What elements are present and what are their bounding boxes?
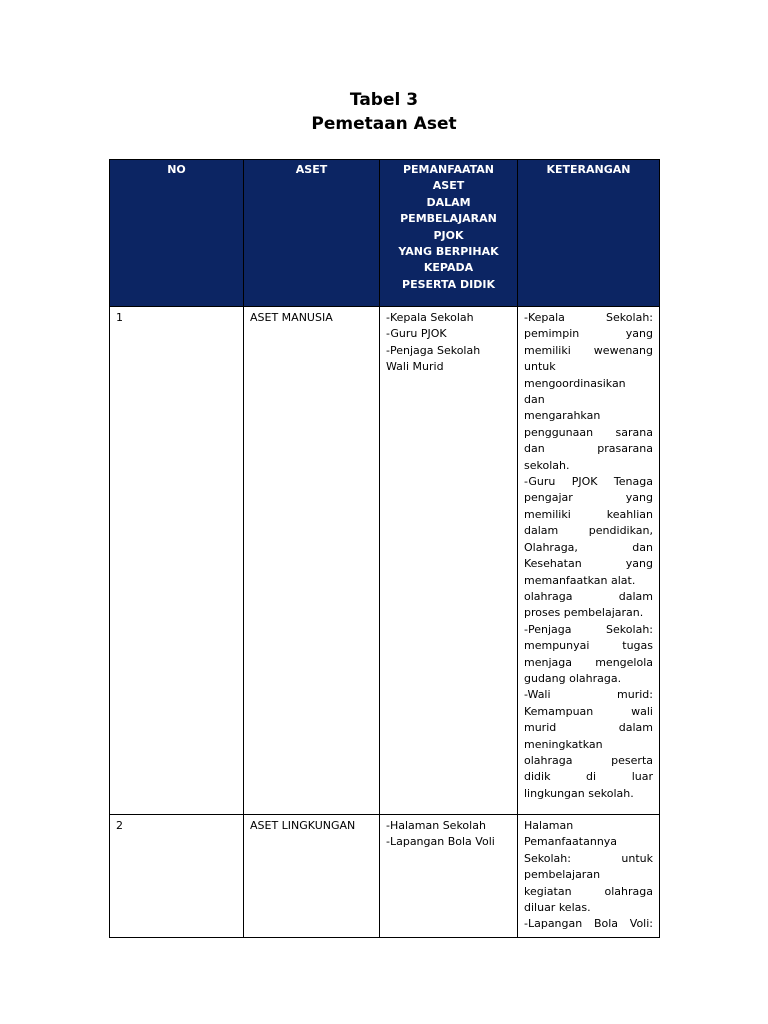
header-pemanfaatan-line: PJOK: [433, 228, 464, 242]
pemanfaatan-line: -Guru PJOK: [386, 327, 447, 341]
keterangan-line: memiliki wewenang: [524, 343, 653, 357]
keterangan-line: Sekolah: untuk: [524, 851, 653, 865]
keterangan-line: Olahraga, dan: [524, 540, 653, 554]
cell-pemanfaatan: [380, 815, 518, 938]
table-header-row: [110, 160, 660, 307]
header-pemanfaatan-line: KEPADA: [423, 261, 474, 275]
keterangan-line: menjaga mengelola: [524, 655, 653, 669]
keterangan-line: dan prasarana: [524, 442, 653, 456]
cell-aset: ASET LINGKUNGAN: [244, 815, 380, 938]
header-pemanfaatan-lines: [384, 162, 513, 293]
table-row: [110, 307, 660, 815]
keterangan-line: olahraga peserta: [524, 753, 653, 767]
cell-aset: ASET MANUSIA: [244, 307, 380, 815]
cell-keterangan: [518, 307, 660, 815]
keterangan-line: Kesehatan yang: [524, 557, 653, 571]
pemanfaatan-line: -Kepala Sekolah: [386, 311, 474, 324]
cell-pemanfaatan: [380, 307, 518, 815]
document-subtitle: Pemetaan Aset: [311, 114, 457, 134]
keterangan-line: memanfaatkan alat.: [524, 573, 636, 587]
pemanfaatan-line: -Halaman Sekolah: [386, 819, 486, 832]
keterangan-line: dalam pendidikan,: [524, 524, 653, 538]
header-pemanfaatan-line: PEMANFAATAN: [402, 163, 495, 176]
keterangan-line: -Penjaga Sekolah:: [524, 622, 653, 636]
header-pemanfaatan-line: YANG BERPIHAK: [398, 245, 499, 259]
keterangan-line: mempunyai tugas: [524, 639, 653, 653]
header-keterangan: KETERANGAN: [518, 160, 660, 307]
keterangan-line: didik di luar: [524, 770, 653, 784]
keterangan-line: proses pembelajaran.: [524, 606, 644, 620]
cell-no: 2: [110, 815, 244, 938]
header-no: NO: [110, 160, 244, 307]
cell-no: 1: [110, 307, 244, 815]
keterangan-line: pembelajaran: [524, 868, 601, 882]
table-row: [110, 815, 660, 938]
keterangan-line: olahraga dalam: [524, 589, 653, 603]
keterangan-line: -Wali murid:: [524, 688, 653, 702]
header-aset: ASET: [244, 160, 380, 307]
keterangan-line: Halaman: [524, 819, 574, 832]
keterangan-line: Pemanfaatannya: [524, 835, 618, 849]
keterangan-line: gudang olahraga.: [524, 671, 622, 685]
keterangan-line: pengajar yang: [524, 491, 653, 505]
cell-keterangan: [518, 815, 660, 938]
keterangan-line: memiliki keahlian: [524, 507, 653, 521]
keterangan-line: lingkungan sekolah.: [524, 786, 634, 800]
keterangan-line: -Lapangan Bola Voli:: [524, 917, 653, 931]
header-pemanfaatan-line: PESERTA DIDIK: [402, 277, 495, 291]
header-pemanfaatan-line: ASET: [432, 179, 465, 193]
header-pemanfaatan-line: DALAM: [426, 195, 471, 209]
keterangan-line: kegiatan olahraga: [524, 884, 653, 898]
document-title: Tabel 3: [349, 90, 419, 110]
header-pemanfaatan: [380, 160, 518, 307]
pemanfaatan-line: -Lapangan Bola Voli: [386, 835, 495, 849]
keterangan-line: mengarahkan: [524, 409, 601, 423]
pemanfaatan-line: Wali Murid: [386, 360, 444, 374]
header-pemanfaatan-line: PEMBELAJARAN: [400, 212, 497, 226]
keterangan-line: untuk: [524, 360, 556, 374]
keterangan-line: Kemampuan wali: [524, 704, 653, 718]
asset-mapping-table: [109, 159, 660, 938]
pemanfaatan-line: -Penjaga Sekolah: [386, 343, 481, 357]
keterangan-line: murid dalam: [524, 721, 653, 735]
keterangan-line: diluar kelas.: [524, 901, 591, 915]
keterangan-line: -Guru PJOK Tenaga: [524, 475, 653, 489]
keterangan-line: mengoordinasikan: [524, 376, 626, 390]
keterangan-line: dan: [524, 393, 545, 407]
keterangan-line: pemimpin yang: [524, 327, 653, 341]
keterangan-line: meningkatkan: [524, 737, 603, 751]
keterangan-line: sekolah.: [524, 458, 570, 472]
keterangan-line: penggunaan sarana: [524, 425, 653, 439]
keterangan-line: -Kepala Sekolah:: [524, 311, 653, 324]
